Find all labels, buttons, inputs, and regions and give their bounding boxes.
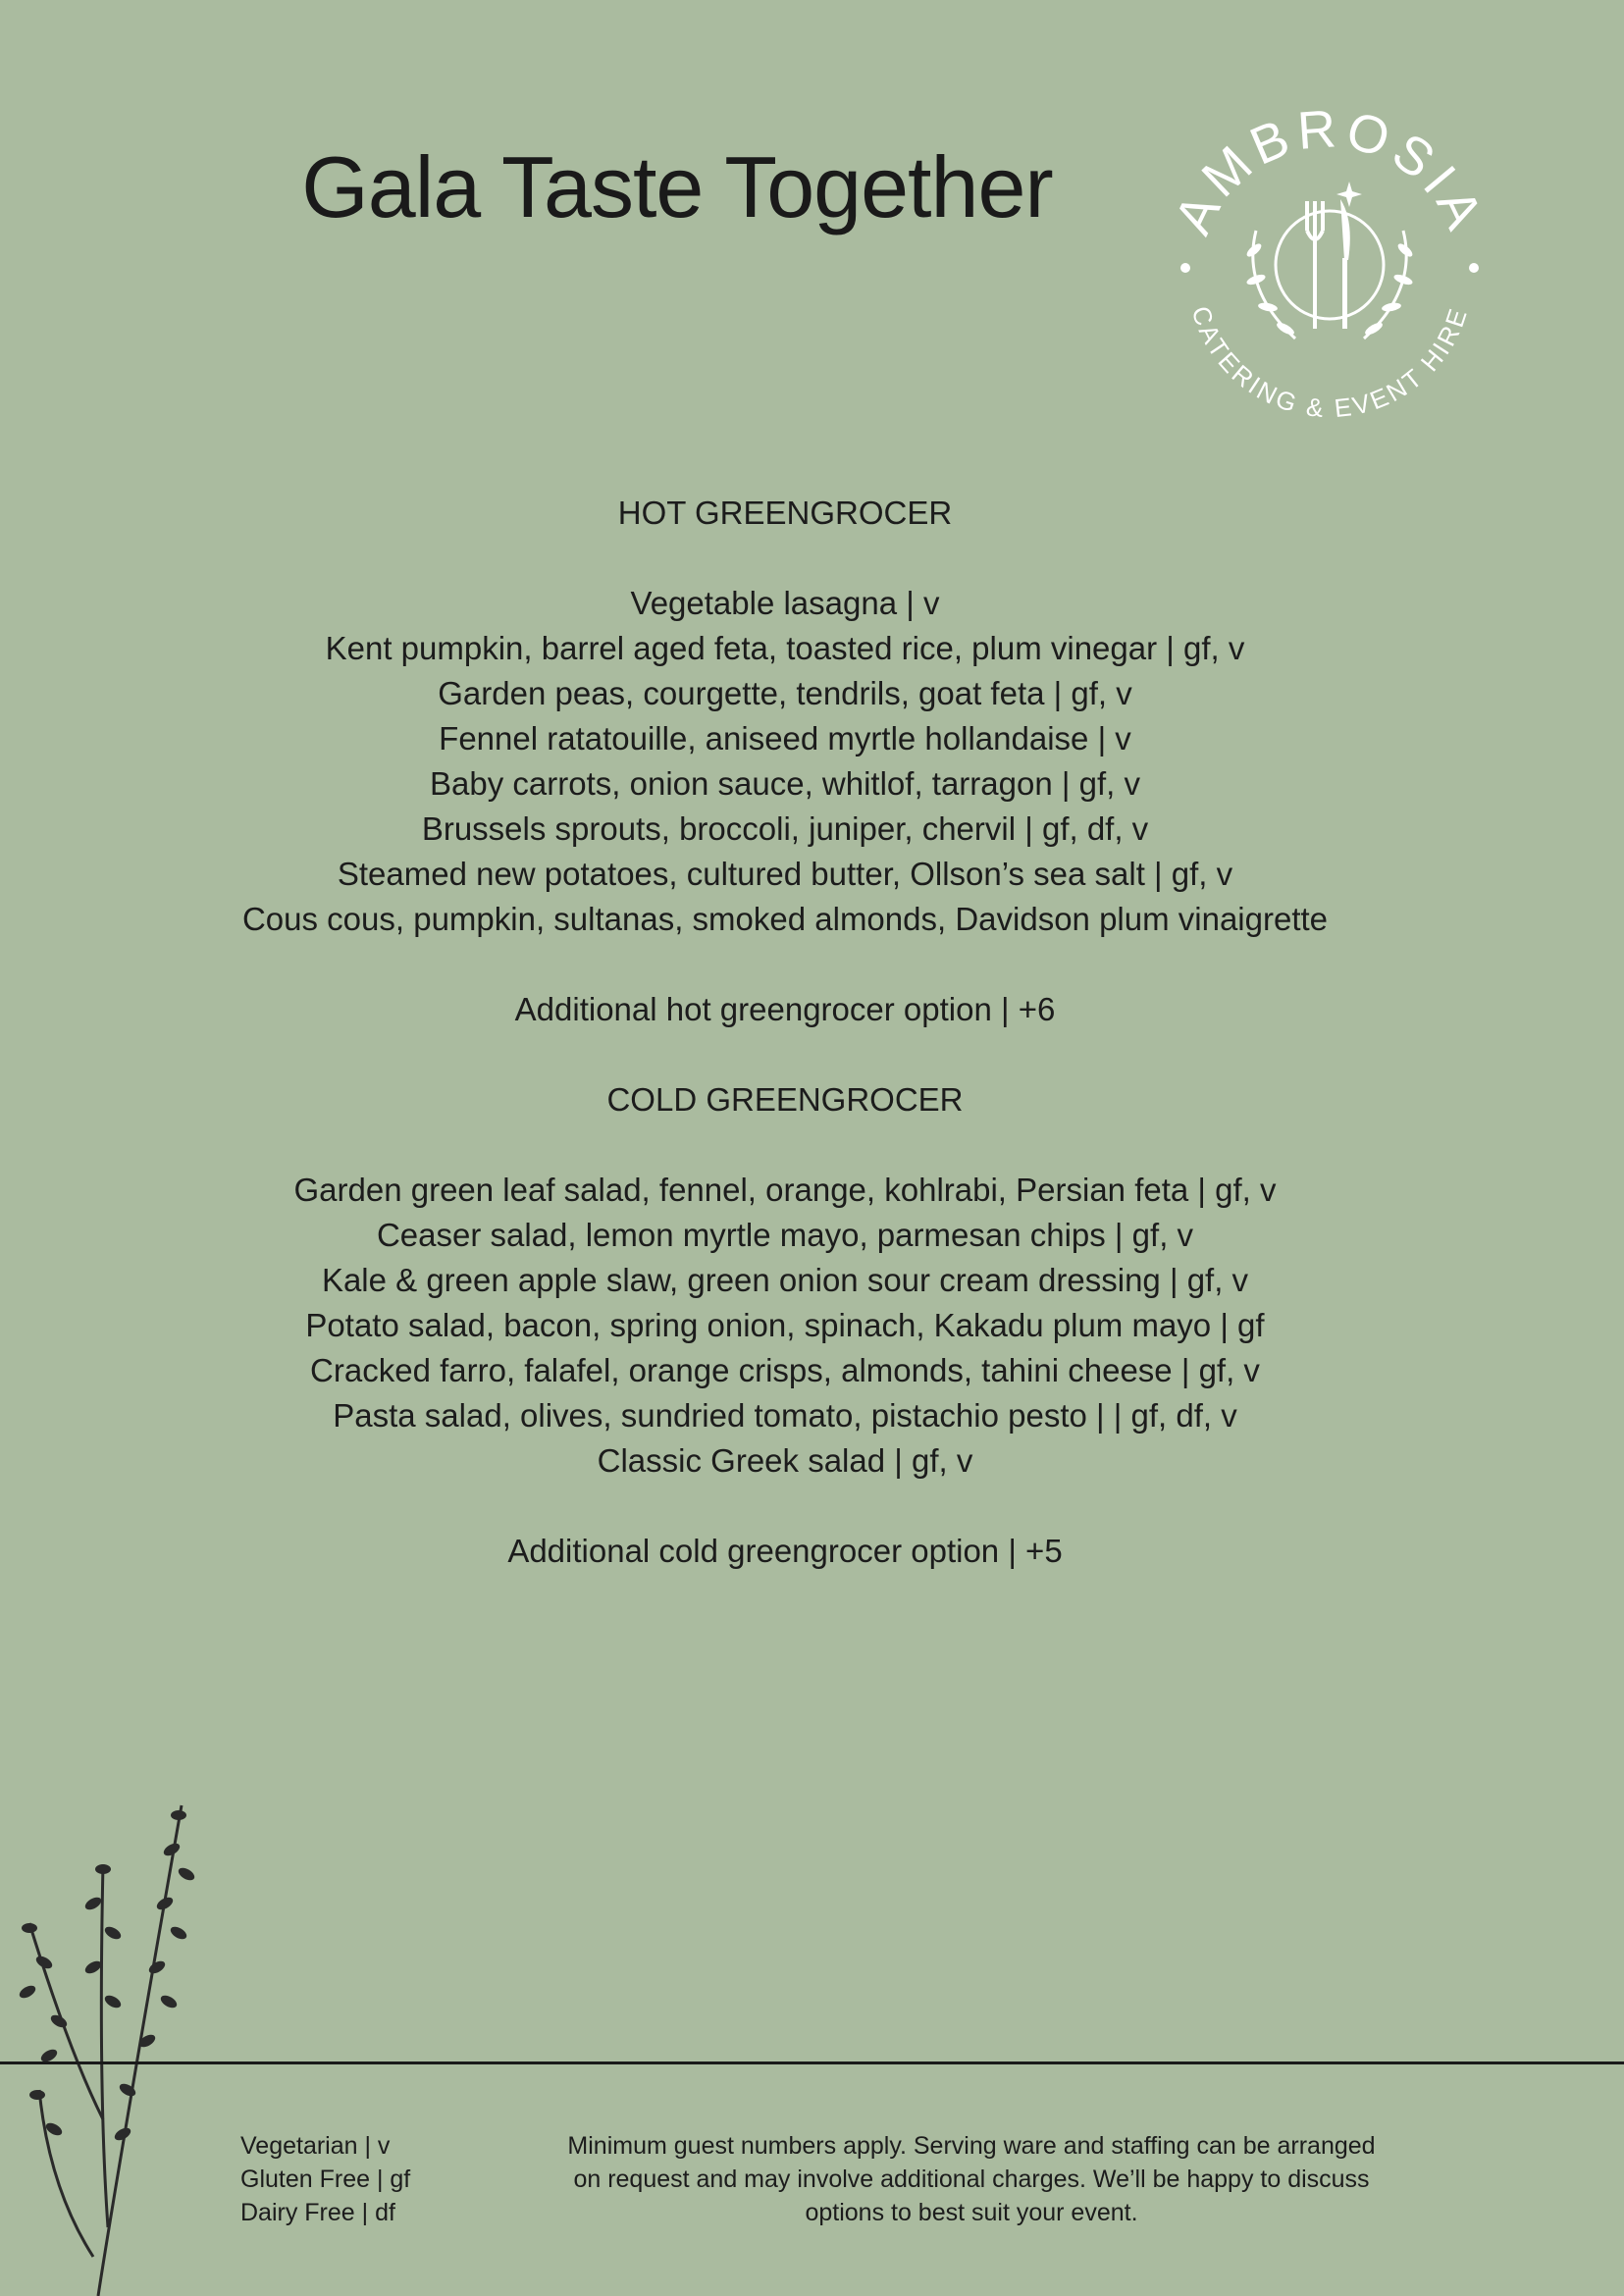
- footer-note-line: options to best suit your event.: [805, 2199, 1138, 2226]
- laurel-icon: [1253, 231, 1406, 339]
- footer-divider: [0, 2061, 1624, 2064]
- menu-item: Steamed new potatoes, cultured butter, Ollson’s sea salt | gf, v: [337, 856, 1233, 892]
- thyme-sprig-icon: [10, 1796, 216, 2296]
- svg-text:AMBROSIA: [1164, 99, 1496, 243]
- menu-item: Garden peas, courgette, tendrils, goat feta | gf, v: [438, 675, 1132, 711]
- menu-item: Fennel ratatouille, aniseed myrtle hollandaise | v: [439, 720, 1131, 757]
- footer-note: [500, 2129, 1442, 2229]
- logo-brand-text: AMBROSIA: [1163, 98, 1496, 243]
- menu-item: Vegetable lasagna | v: [630, 585, 940, 621]
- menu-item: Kent pumpkin, barrel aged feta, toasted rice, plum vinegar | gf, v: [325, 630, 1245, 666]
- legend-item: Gluten Free | gf: [240, 2166, 411, 2193]
- ambrosia-logo: [1148, 93, 1511, 456]
- footer-note-line: on request and may involve additional charges. We’ll be happy to discuss: [573, 2166, 1370, 2193]
- knife-icon: [1340, 199, 1350, 329]
- menu-item: Brussels sprouts, broccoli, juniper, chervil | gf, df, v: [421, 810, 1149, 847]
- menu-item: Potato salad, bacon, spring onion, spinach, Kakadu plum mayo | gf: [305, 1307, 1265, 1343]
- additional-option-hot: Additional hot greengrocer option | +6: [514, 991, 1056, 1027]
- menu-item: Cracked farro, falafel, orange crisps, almonds, tahini cheese | gf, v: [310, 1352, 1260, 1388]
- section-heading-cold: COLD GREENGROCER: [606, 1081, 964, 1118]
- svg-text:CATERING & EVENT HIRE: [1185, 302, 1473, 423]
- menu-content: [0, 491, 1570, 1574]
- additional-option-cold: Additional cold greengrocer option | +5: [507, 1533, 1063, 1569]
- legend-item: Vegetarian | v: [240, 2132, 391, 2160]
- menu-item: Ceaser salad, lemon myrtle mayo, parmesan chips | gf, v: [376, 1217, 1194, 1253]
- section-heading-hot: HOT GREENGROCER: [617, 495, 953, 531]
- dietary-legend: [240, 2129, 410, 2229]
- logo-tagline-text: CATERING & EVENT HIRE: [1185, 302, 1474, 424]
- menu-item: Pasta salad, olives, sundried tomato, pistachio pesto | | gf, df, v: [333, 1397, 1237, 1434]
- legend-item: Dairy Free | df: [240, 2199, 395, 2226]
- menu-item: Kale & green apple slaw, green onion sour cream dressing | gf, v: [321, 1262, 1249, 1298]
- menu-item: Classic Greek salad | gf, v: [597, 1442, 973, 1479]
- menu-item: Garden green leaf salad, fennel, orange, kohlrabi, Persian feta | gf, v: [293, 1172, 1277, 1208]
- fork-icon: [1307, 201, 1323, 329]
- sparkle-icon: [1336, 182, 1362, 207]
- menu-item: Cous cous, pumpkin, sultanas, smoked almonds, Davidson plum vinaigrette: [241, 901, 1329, 937]
- menu-item: Baby carrots, onion sauce, whitlof, tarragon | gf, v: [430, 765, 1140, 802]
- page-title: Gala Taste Together: [301, 138, 1053, 235]
- footer-note-line: Minimum guest numbers apply. Serving ware and staffing can be arranged: [567, 2132, 1376, 2160]
